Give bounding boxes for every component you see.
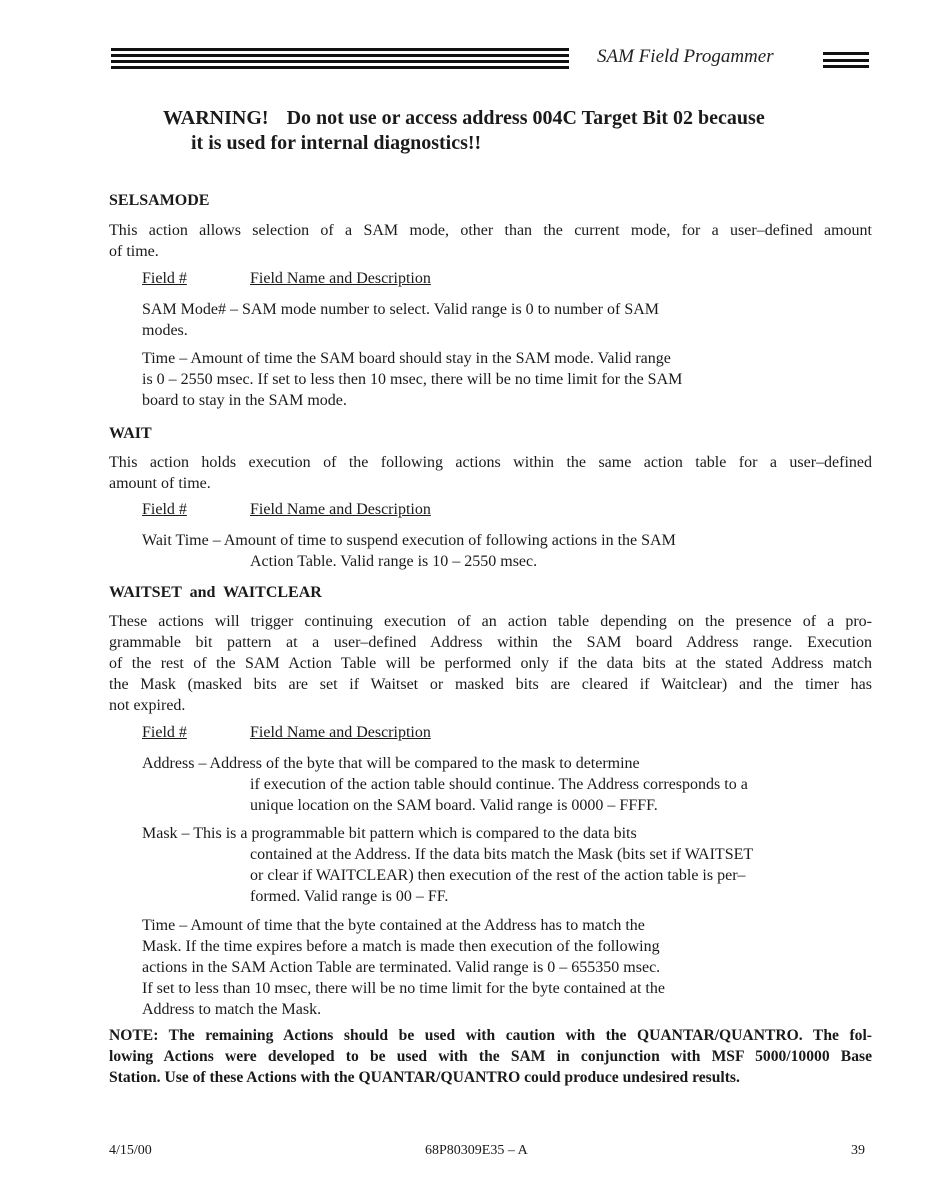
- footer-doc-number: 68P80309E35 – A: [425, 1143, 528, 1158]
- header-rule-right: [823, 52, 869, 68]
- footer-date: 4/15/00: [109, 1143, 152, 1158]
- field-name-column: Field Name and Description: [250, 501, 431, 518]
- footer-page-number: 39: [851, 1143, 865, 1158]
- wait-heading: WAIT: [109, 425, 152, 442]
- field-number-column: Field #: [142, 270, 187, 287]
- wait-description: This action holds execution of the following actions within the same action table for a user–defined amount of time.: [109, 454, 872, 492]
- waitset-description: These actions will trigger continuing execution of an action table depending on the presence of a pro- grammable bit pattern at a user–defined Address within the SAM board Address range. Execution of the rest of the SAM Action Table will be performed only if the data bits at the stated Address match the Mask (masked bits are set if Waitset or masked bits are cleared if Waitclear) and the timer has not expired.: [109, 613, 872, 714]
- waitset-heading: WAITSET and WAITCLEAR: [109, 584, 322, 601]
- caution-note: NOTE: The remaining Actions should be used with caution with the QUANTAR/QUANTRO. The fol- lowing Actions were developed to be used with the SAM in conjunction with MSF 5000/10000 Base Station. Use of these Actions with the QUANTAR/QUANTRO could produce undesired results.: [109, 1027, 872, 1086]
- selsamode-description: This action allows selection of a SAM mode, other than the current mode, for a user–defined amount of time.: [109, 222, 872, 260]
- waitset-address-field: Address – Address of the byte that will be compared to the mask to determine if execution of the action table should continue. The Address corresponds to a unique location on the SAM board. Valid range is 0000 – FFFF.: [142, 755, 748, 814]
- warning-block: [163, 106, 765, 156]
- selsamode-mode-field: SAM Mode# – SAM mode number to select. Valid range is 0 to number of SAM modes.: [142, 301, 659, 339]
- warning-line2: it is used for internal diagnostics!!: [191, 132, 482, 154]
- field-number-column: Field #: [142, 501, 187, 518]
- field-name-column: Field Name and Description: [250, 724, 431, 741]
- selsamode-heading: SELSAMODE: [109, 192, 210, 209]
- header-rule-left: [111, 48, 569, 69]
- header-title: SAM Field Progammer: [597, 46, 774, 67]
- field-name-column: Field Name and Description: [250, 270, 431, 287]
- wait-time-field: Wait Time – Amount of time to suspend execution of following actions in the SAM Action Table. Valid range is 10 – 2550 msec.: [142, 532, 676, 570]
- field-number-column: Field #: [142, 724, 187, 741]
- warning-label: WARNING!: [163, 107, 269, 129]
- selsamode-time-field: Time – Amount of time the SAM board should stay in the SAM mode. Valid range is 0 – 2550 msec. If set to less then 10 msec, there will be no time limit for the SAM board to stay in the SAM mode.: [142, 350, 683, 409]
- waitset-time-field: Time – Amount of time that the byte contained at the Address has to match the Mask. If the time expires before a match is made then execution of the following actions in the SAM Action Table are terminated. Valid range is 0 – 655350 msec. If set to less than 10 msec, there will be no time limit for the byte contained at the Address to match the Mask.: [142, 917, 665, 1018]
- waitset-mask-field: Mask – This is a programmable bit pattern which is compared to the data bits contained at the Address. If the data bits match the Mask (bits set if WAITSET or clear if WAITCLEAR) then execution of the rest of the action table is per– formed. Valid range is 00 – FF.: [142, 825, 754, 905]
- warning-line1: Do not use or access address 004C Target Bit 02 because: [286, 107, 765, 129]
